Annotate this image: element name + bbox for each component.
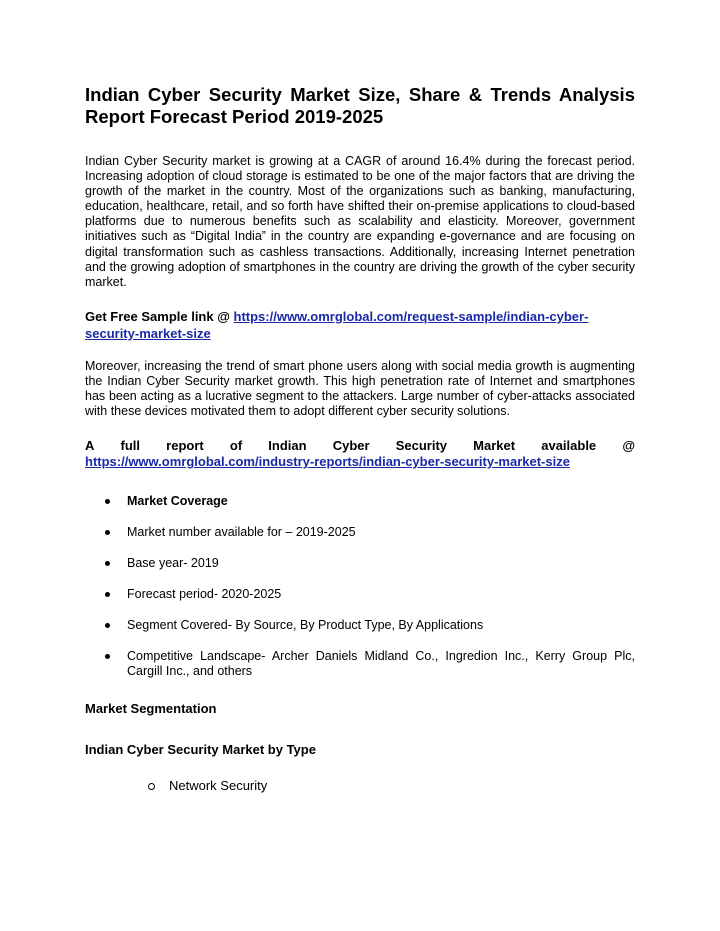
intro-paragraph: Indian Cyber Security market is growing at a CAGR of around 16.4% during the forecast period. Increasing adoption of cloud storage is estimated to be one of the major factors that are driving the growth of the market in the country. Most of the organizations such as banking, manufacturing, education, healthcare, retail, and so forth have shifted their on-premise applications to cloud-based platforms due to numerous benefits such as scalability and elasticity. Moreover, government initiatives such as “Digital India” in the country are expanding e-governance and are focusing on digital transformation such as cashless transactions. Additionally, increasing Internet penetration and the growing adoption of smartphones in the country are driving the growth of the cyber security market. bbox=[85, 154, 635, 289]
report-word: full bbox=[120, 438, 141, 454]
bullet-icon bbox=[105, 623, 110, 628]
report-word: A bbox=[85, 438, 95, 454]
bullet-icon bbox=[105, 530, 110, 535]
bullet-icon bbox=[105, 561, 110, 566]
circle-bullet-icon bbox=[148, 783, 155, 790]
sample-label: Get Free Sample link @ bbox=[85, 308, 234, 324]
document-title: Indian Cyber Security Market Size, Share & Trends Analysis Report Forecast Period 2019-2025 bbox=[85, 84, 635, 127]
bullet-icon bbox=[105, 499, 110, 504]
report-word: Indian bbox=[268, 438, 307, 454]
bullet-icon bbox=[105, 592, 110, 597]
list-item: Segment Covered- By Source, By Product Type, By Applications bbox=[85, 618, 635, 633]
report-word: report bbox=[166, 438, 204, 454]
sample-link[interactable]: https://www.omrglobal.com/request-sample/indian-cyber-security-market-size bbox=[85, 308, 589, 341]
list-item: Market number available for – 2019-2025 bbox=[85, 525, 635, 540]
list-item: Competitive Landscape- Archer Daniels Midland Co., Ingredion Inc., Kerry Group Plc, Cargill Inc., and others bbox=[85, 649, 635, 679]
report-word: @ bbox=[622, 438, 635, 454]
type-heading: Indian Cyber Security Market by Type bbox=[85, 742, 316, 758]
growth-paragraph: Moreover, increasing the trend of smart phone users along with social media growth is augmenting the Indian Cyber Security market growth. This high penetration rate of Internet and smartphones has been acting as a lucrative segment to the attackers. Large number of cyber-attacks associated with these devices motivated them to adopt different cyber security solutions. bbox=[85, 358, 635, 419]
list-item: Forecast period- 2020-2025 bbox=[85, 587, 635, 602]
document-page bbox=[85, 84, 635, 794]
report-word: of bbox=[229, 438, 243, 454]
list-item: Base year- 2019 bbox=[85, 556, 635, 571]
bullet-icon bbox=[105, 654, 110, 659]
segmentation-heading: Market Segmentation bbox=[85, 701, 217, 717]
report-link-line bbox=[85, 454, 635, 470]
report-word: available bbox=[541, 438, 597, 454]
report-link[interactable]: https://www.omrglobal.com/industry-reports/indian-cyber-security-market-size bbox=[85, 454, 570, 470]
full-report-line bbox=[85, 438, 635, 454]
type-item: Network Security bbox=[85, 778, 635, 794]
sample-link-line bbox=[85, 308, 635, 342]
report-word: Cyber bbox=[332, 438, 370, 454]
report-word: Market bbox=[473, 438, 516, 454]
report-word: Security bbox=[395, 438, 448, 454]
coverage-list bbox=[85, 494, 635, 679]
list-item: Market Coverage bbox=[85, 494, 635, 509]
